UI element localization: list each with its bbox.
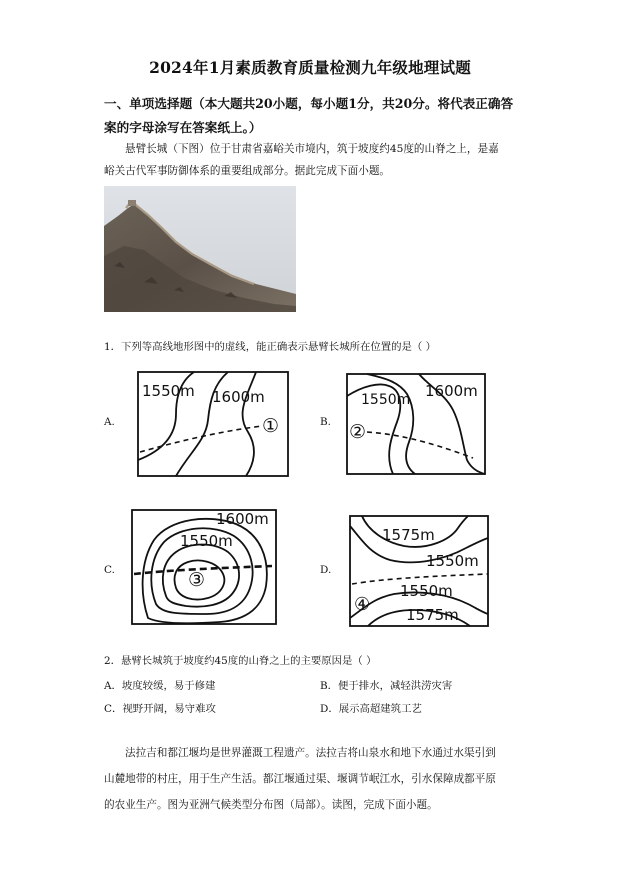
q1-option-d-letter[interactable]: D. [320,564,332,576]
q1-option-b-letter[interactable]: B. [320,416,331,428]
marker-3: ③ [188,569,206,591]
q1-option-a-letter[interactable]: A. [104,416,115,428]
page-title: 2024年1月素质教育质量检测九年级地理试题 [149,58,471,77]
intro-paragraph-1 [104,138,524,182]
contour-label-1550: 1550m [361,392,411,408]
intro-2-line-3: 的农业生产。图为亚洲气候类型分布图（局部）。读图，完成下面小题。 [104,799,438,811]
great-wall-photo [104,186,296,312]
intro-paragraph-2 [104,740,524,818]
section-heading [104,92,534,140]
q2-option-d[interactable]: D．展示高超建筑工艺 [320,703,422,715]
contour-label-1575: 1575m [406,606,459,624]
question-2-stem: 2．悬臂长城筑于坡度约45度的山脊之上的主要原因是（ ） [104,655,377,667]
q1-option-c-letter[interactable]: C. [104,564,115,576]
marker-2: ② [349,421,367,443]
contour-label-1600: 1600m [216,510,269,528]
question-1-stem: 1．下列等高线地形图中的虚线，能正确表示悬臂长城所在位置的是（ ） [104,341,437,353]
intro-1-line-2: 峪关古代军事防御体系的重要组成部分。据此完成下面小题。 [104,165,391,177]
contour-label-1600: 1600m [212,388,265,406]
q1-option-b-map[interactable] [345,372,487,480]
contour-label-1550: 1550m [426,552,479,570]
q1-option-d-map[interactable] [348,514,490,632]
section-heading-line-2: 案的字母涂写在答案纸上。） [104,120,262,135]
contour-label-1575: 1575m [382,526,435,544]
contour-label-1600: 1600m [425,382,478,400]
q1-option-c-map[interactable] [130,508,278,630]
marker-4: ④ [354,594,371,615]
q2-option-c[interactable]: C．视野开阔，易守难攻 [104,703,216,715]
intro-1-line-1: 悬臂长城（下图）位于甘肃省嘉峪关市境内，筑于坡度约45度的山脊之上，是嘉 [125,143,499,155]
contour-label-1550: 1550m [180,532,233,550]
q2-option-b[interactable]: B．便于排水，减轻洪涝灾害 [320,680,453,692]
marker-1: ① [262,415,280,437]
contour-label-1550: 1550m [400,582,453,600]
intro-2-line-1: 法拉吉和都江堰均是世界灌溉工程遗产。法拉吉将山泉水和地下水通过水渠引到 [125,747,496,759]
contour-label-1550: 1550m [142,382,195,400]
section-heading-line-1: 一、单项选择题（本大题共20小题，每小题1分，共20分。将代表正确答 [104,96,514,111]
q2-option-a[interactable]: A．坡度较缓，易于修建 [104,680,216,692]
intro-2-line-2: 山麓地带的村庄，用于生产生活。都江堰通过渠、堰调节岷江水，引水保障成都平原 [104,773,496,785]
q1-option-a-map[interactable] [136,370,290,482]
